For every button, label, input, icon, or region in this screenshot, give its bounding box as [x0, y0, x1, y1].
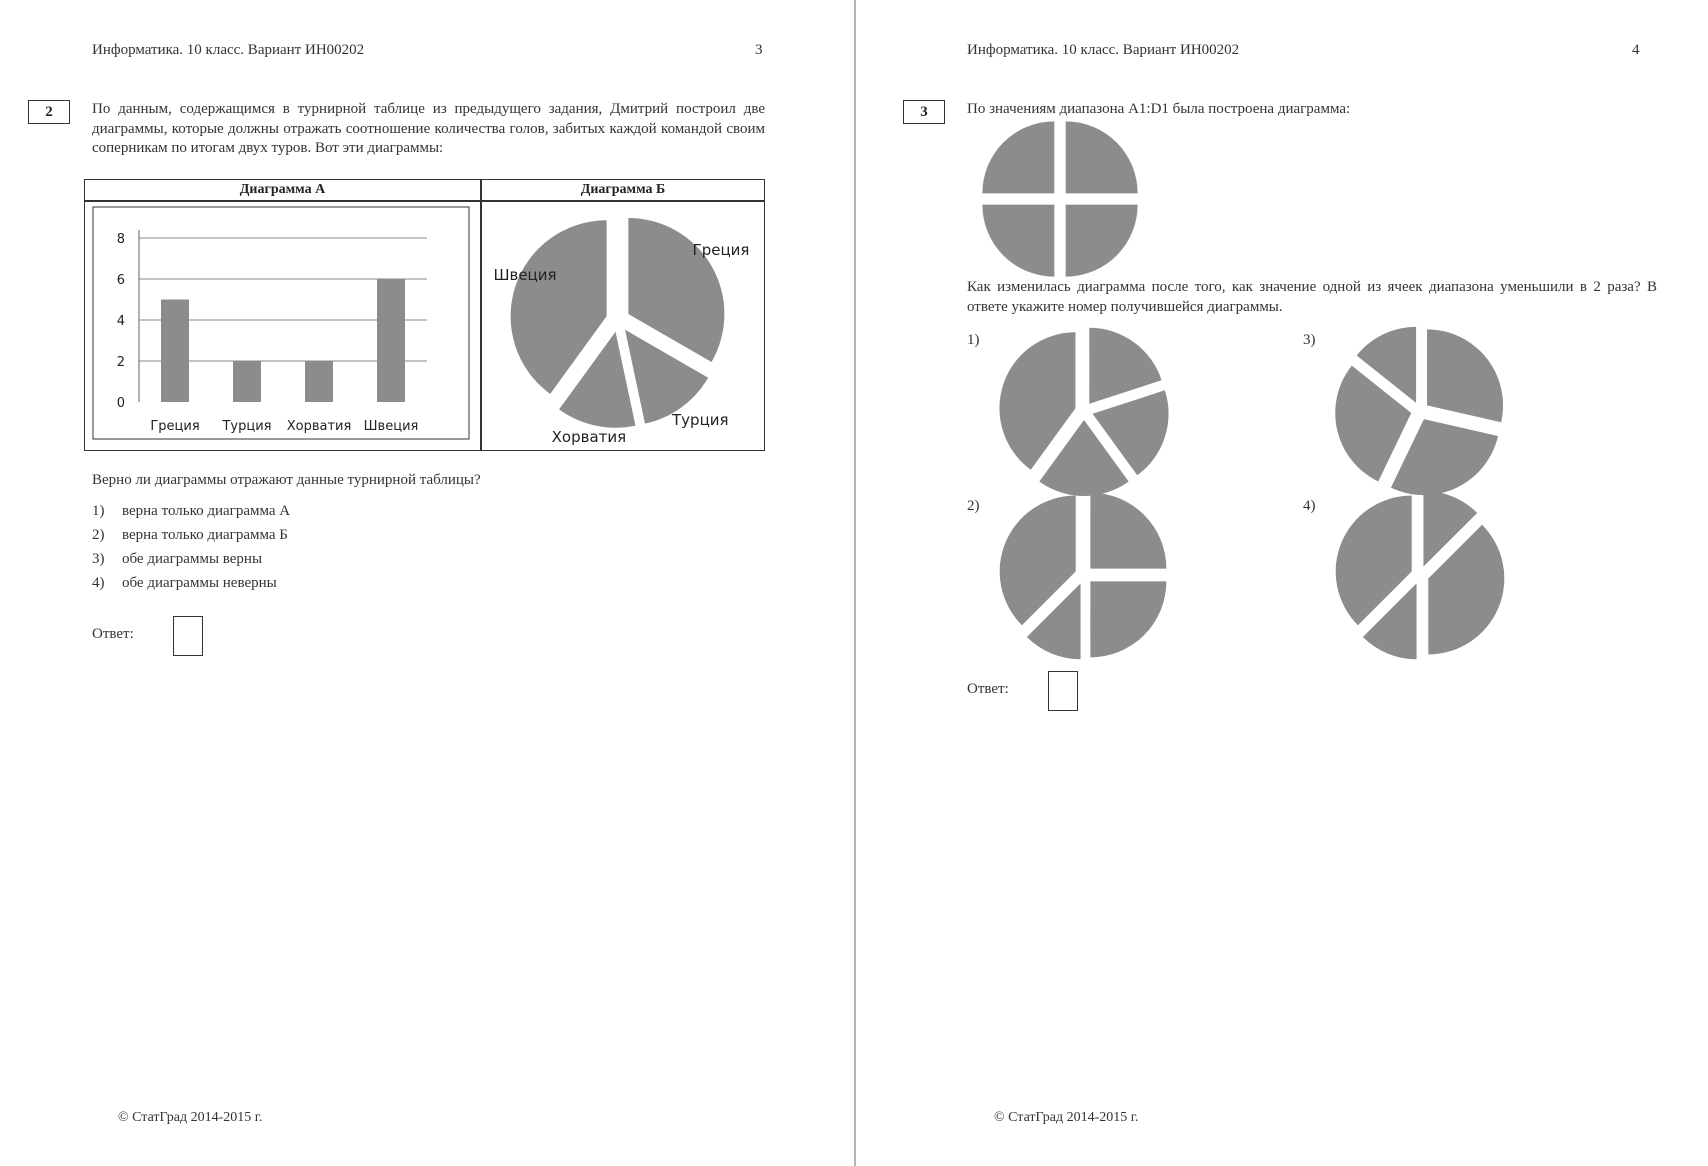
y-tick-label: 4 — [116, 314, 125, 329]
option-text: верна только диаграмма Б — [122, 527, 288, 543]
diagrams-table — [84, 179, 765, 451]
option-2-label: 2) — [967, 498, 980, 514]
option-number: 1) — [92, 503, 105, 519]
answer-box[interactable] — [1048, 671, 1078, 711]
y-tick-label: 8 — [116, 232, 125, 247]
option-3 — [92, 551, 262, 568]
option-2-pie-chart — [999, 490, 1169, 660]
pie-slice — [982, 205, 1054, 277]
followup-question: Как изменилась диаграмма после того, как значение одной из ячеек диапазона уменьшили в 2 раза? В ответе укажите номер получившейся диаграммы. — [967, 279, 1657, 315]
diagram-b-title: Диаграмма Б — [580, 182, 666, 197]
answer-box[interactable] — [173, 616, 203, 656]
pie-slice — [1427, 329, 1503, 422]
diagram-a-chart — [87, 202, 477, 448]
y-tick-label: 0 — [116, 396, 125, 411]
pie-label: Греция — [692, 241, 750, 259]
bar — [161, 300, 189, 403]
option-4-pie-chart — [1335, 490, 1505, 660]
option-2 — [92, 527, 288, 544]
option-number: 2) — [92, 527, 105, 543]
bar — [305, 361, 333, 402]
page-header: Информатика. 10 класс. Вариант ИН00202 — [967, 42, 1240, 58]
option-3-label: 3) — [1303, 332, 1316, 348]
footer-copyright: © СтатГрад 2014-2015 г. — [994, 1110, 1139, 1125]
x-tick-label: Турция — [222, 419, 272, 434]
table-column-rule — [480, 180, 482, 450]
page-number: 3 — [755, 42, 763, 58]
page-header: Информатика. 10 класс. Вариант ИН00202 — [92, 42, 365, 58]
answer-label: Ответ: — [967, 681, 1009, 697]
pie-label: Хорватия — [551, 428, 627, 446]
plot-frame — [93, 207, 469, 439]
pie-slice — [1090, 493, 1166, 569]
pie-label: Швеция — [493, 265, 557, 284]
x-tick-label: Греция — [150, 419, 200, 434]
question-number-box: 2 — [28, 100, 70, 124]
followup-question: Верно ли диаграммы отражают данные турнирной таблицы? — [92, 472, 481, 488]
diagram-b-chart — [483, 202, 763, 448]
option-3-pie-chart — [1335, 326, 1505, 496]
x-tick-label: Хорватия — [286, 419, 352, 434]
pie-slice — [1089, 328, 1161, 404]
pie-slice — [982, 121, 1054, 193]
bar — [377, 279, 405, 402]
right-page — [857, 0, 1708, 1166]
option-text: обе диаграммы верны — [122, 551, 263, 567]
option-1-label: 1) — [967, 332, 980, 348]
answer-label: Ответ: — [92, 626, 134, 642]
pie-slice — [1066, 121, 1138, 193]
diagram-a-title: Диаграмма А — [239, 182, 326, 197]
footer-copyright: © СтатГрад 2014-2015 г. — [118, 1110, 263, 1125]
question-number-box: 3 — [903, 100, 945, 124]
page-number: 4 — [1632, 42, 1640, 58]
option-4 — [92, 575, 277, 592]
pie-slice — [1066, 205, 1138, 277]
option-text: верна только диаграмма А — [122, 503, 291, 519]
pie-slice — [1391, 419, 1498, 495]
original-pie-chart — [980, 119, 1140, 279]
bar — [233, 361, 261, 402]
option-1 — [92, 503, 290, 520]
x-tick-label: Швеция — [363, 419, 419, 434]
option-number: 3) — [92, 551, 105, 567]
option-text: обе диаграммы неверны — [122, 575, 277, 591]
pie-slice — [1090, 581, 1166, 657]
option-4-label: 4) — [1303, 498, 1316, 514]
y-tick-label: 6 — [116, 273, 125, 288]
pie-label: Турция — [672, 411, 729, 430]
question-text: По данным, содержащимся в турнирной таблице из предыдущего задания, Дмитрий построил две диаграммы, которые должны отражать соотношение количества голов, забитых каждой командой своим соперникам по итогам двух туров. Вот эти диаграммы: — [92, 101, 765, 156]
y-tick-label: 2 — [116, 355, 125, 370]
option-1-pie-chart — [999, 326, 1169, 496]
option-number: 4) — [92, 575, 105, 591]
question-text: По значениям диапазона A1:D1 была построена диаграмма: — [967, 101, 1351, 117]
